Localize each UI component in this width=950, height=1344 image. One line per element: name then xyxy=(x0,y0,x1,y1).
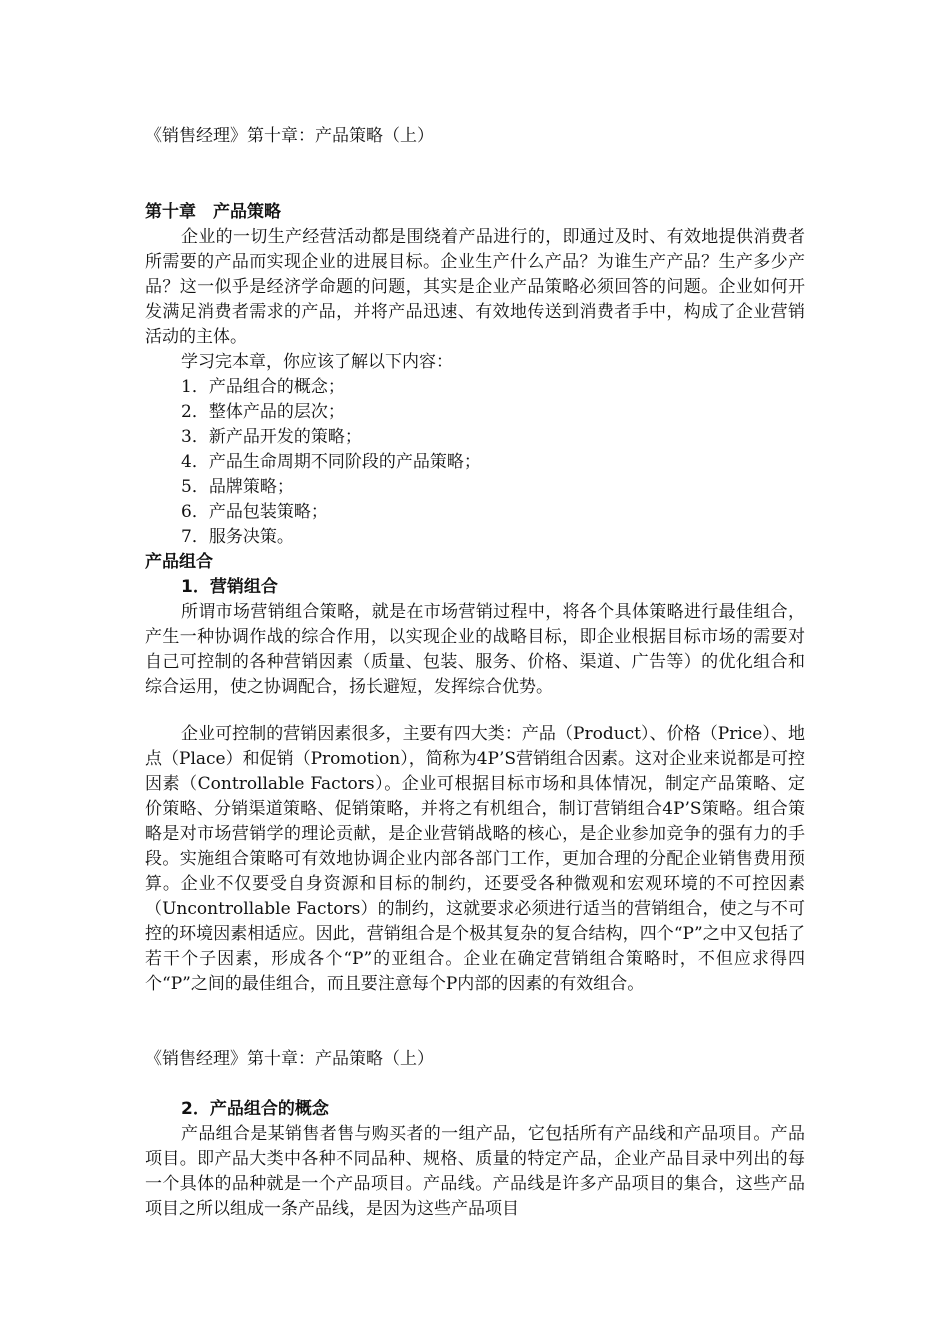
body-paragraph: 企业可控制的营销因素很多，主要有四大类：产品（Product）、价格（Price）、地点（Place）和促销（Promotion），简称为4P’S营销组合因素。这对企业来说都是可控因素（Controllable Factors）。企业可根据目标市场和具体情况，制定产品策略、定价策略、分销渠道策略、促销策略，并将之有机组合，制订营销组合4P’S策略。组合策略是对市场营销学的理论贡献，是企业营销战略的核心，是企业参加竞争的强有力的手段。实施组合策略可有效地协调企业内部各部门工作，更加合理的分配企业销售费用预算。企业不仅要受自身资源和目标的制约，还要受各种微观和宏观环境的不可控因素（Uncontrollable Factors）的制约，这就要求必须进行适当的营销组合，使之与不可控的环境因素相适应。因此，营销组合是个极其复杂的复合结构，四个“P”之中又包括了若干个子因素，形成各个“P”的亚组合。企业在确定营销组合策略时，不但应求得四个“P”之间的最佳组合，而且要注意每个P内部的因素的有效组合。 xyxy=(145,724,806,994)
section-heading: 产品组合 xyxy=(145,552,213,572)
chapter-heading: 第十章 产品策略 xyxy=(145,202,281,222)
intro-paragraph: 企业的一切生产经营活动都是围绕着产品进行的，即通过及时、有效地提供消费者所需要的产品而实现企业的进展目标。企业生产什么产品？为谁生产产品？生产多少产品？这一似乎是经济学命题的问题，其实是企业产品策略必须回答的问题。企业如何开发满足消费者需求的产品，并将产品迅速、有效地传送到消费者手中，构成了企业营销活动的主体。 xyxy=(145,227,805,347)
body-paragraph: 所谓市场营销组合策略，就是在市场营销过程中，将各个具体策略进行最佳组合，产生一种协调作战的综合作用，以实现企业的战略目标，即企业根据目标市场的需要对自己可控制的各种营销因素（质量、包装、服务、价格、渠道、广告等）的优化组合和综合运用，使之协调配合，扬长避短，发挥综合优势。 xyxy=(145,602,805,697)
learning-item: 1．产品组合的概念； xyxy=(181,377,345,397)
learning-item: 4．产品生命周期不同阶段的产品策略； xyxy=(181,452,481,472)
learning-item: 3．新产品开发的策略； xyxy=(181,427,362,447)
learning-item: 2．整体产品的层次； xyxy=(181,402,345,422)
learning-item: 6．产品包装策略； xyxy=(181,502,328,522)
subsection-heading: 1．营销组合 xyxy=(181,577,278,597)
subsection-heading: 2．产品组合的概念 xyxy=(181,1099,329,1119)
learning-item: 5．品牌策略； xyxy=(181,477,294,497)
running-header: 《销售经理》第十章：产品策略（上） xyxy=(145,126,434,146)
learning-intro: 学习完本章，你应该了解以下内容： xyxy=(181,352,453,372)
running-header: 《销售经理》第十章：产品策略（上） xyxy=(145,1049,434,1069)
learning-item: 7．服务决策。 xyxy=(181,527,294,547)
body-paragraph: 产品组合是某销售者售与购买者的一组产品，它包括所有产品线和产品项目。产品项目。即产品大类中各种不同品种、规格、质量的特定产品，企业产品目录中列出的每一个具体的品种就是一个产品项目。产品线。产品线是许多产品项目的集合，这些产品项目之所以组成一条产品线，是因为这些产品项目 xyxy=(145,1124,805,1219)
